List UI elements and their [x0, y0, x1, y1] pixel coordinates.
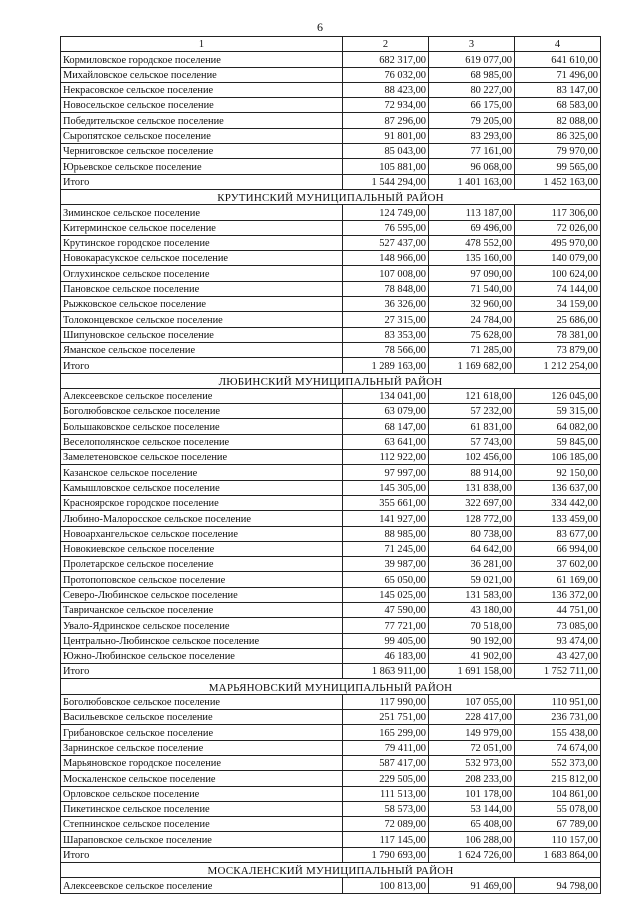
- amount-cell: 70 518,00: [429, 618, 515, 633]
- amount-cell: 552 373,00: [515, 755, 601, 770]
- amount-cell: 86 325,00: [515, 128, 601, 143]
- amount-cell: 113 187,00: [429, 205, 515, 220]
- amount-cell: 106 185,00: [515, 450, 601, 465]
- amount-cell: 587 417,00: [343, 755, 429, 770]
- amount-cell: 527 437,00: [343, 235, 429, 250]
- table-row: [61, 725, 601, 740]
- table-row: [61, 771, 601, 786]
- amount-cell: 91 801,00: [343, 128, 429, 143]
- table-row: [61, 251, 601, 266]
- amount-cell: 101 178,00: [429, 786, 515, 801]
- table-row: [61, 327, 601, 342]
- table-body: [61, 37, 601, 894]
- table-row: [61, 618, 601, 633]
- amount-cell: 47 590,00: [343, 602, 429, 617]
- amount-cell: 229 505,00: [343, 771, 429, 786]
- settlement-name: Боголюбовское сельское поселение: [61, 694, 343, 709]
- amount-cell: 68 583,00: [515, 98, 601, 113]
- amount-cell: 59 315,00: [515, 404, 601, 419]
- amount-cell: 63 079,00: [343, 404, 429, 419]
- district-heading: КРУТИНСКИЙ МУНИЦИПАЛЬНЫЙ РАЙОН: [61, 189, 601, 204]
- amount-cell: 131 838,00: [429, 480, 515, 495]
- amount-cell: 1 544 294,00: [343, 174, 429, 189]
- amount-cell: 91 469,00: [429, 878, 515, 893]
- settlement-name: Казанское сельское поселение: [61, 465, 343, 480]
- amount-cell: 34 159,00: [515, 297, 601, 312]
- total-row: [61, 664, 601, 679]
- amount-cell: 76 595,00: [343, 220, 429, 235]
- settlement-name: Увало-Ядринское сельское поселение: [61, 618, 343, 633]
- column-header: 4: [515, 37, 601, 52]
- table-row: [61, 511, 601, 526]
- amount-cell: 90 192,00: [429, 633, 515, 648]
- settlement-name: Рыжковское сельское поселение: [61, 297, 343, 312]
- amount-cell: 39 987,00: [343, 557, 429, 572]
- district-heading: МАРЬЯНОВСКИЙ МУНИЦИПАЛЬНЫЙ РАЙОН: [61, 679, 601, 694]
- settlement-name: Васильевское сельское поселение: [61, 710, 343, 725]
- settlement-name: Алексеевское сельское поселение: [61, 878, 343, 893]
- amount-cell: 110 157,00: [515, 832, 601, 847]
- settlement-name: Пикетинское сельское поселение: [61, 801, 343, 816]
- amount-cell: 88 423,00: [343, 82, 429, 97]
- amount-cell: 71 245,00: [343, 541, 429, 556]
- amount-cell: 96 068,00: [429, 159, 515, 174]
- amount-cell: 24 784,00: [429, 312, 515, 327]
- amount-cell: 322 697,00: [429, 495, 515, 510]
- district-heading: МОСКАЛЕНСКИЙ МУНИЦИПАЛЬНЫЙ РАЙОН: [61, 863, 601, 878]
- district-heading-row: [61, 373, 601, 388]
- amount-cell: 65 408,00: [429, 817, 515, 832]
- amount-cell: 107 008,00: [343, 266, 429, 281]
- amount-cell: 134 041,00: [343, 388, 429, 403]
- amount-cell: 83 677,00: [515, 526, 601, 541]
- amount-cell: 43 427,00: [515, 648, 601, 663]
- amount-cell: 75 628,00: [429, 327, 515, 342]
- amount-cell: 99 565,00: [515, 159, 601, 174]
- amount-cell: 71 285,00: [429, 342, 515, 357]
- table-row: [61, 801, 601, 816]
- amount-cell: 65 050,00: [343, 572, 429, 587]
- amount-cell: 57 232,00: [429, 404, 515, 419]
- amount-cell: 64 082,00: [515, 419, 601, 434]
- amount-cell: 1 790 693,00: [343, 847, 429, 862]
- amount-cell: 67 789,00: [515, 817, 601, 832]
- amount-cell: 112 922,00: [343, 450, 429, 465]
- amount-cell: 126 045,00: [515, 388, 601, 403]
- amount-cell: 208 233,00: [429, 771, 515, 786]
- table-row: [61, 602, 601, 617]
- settlement-name: Новоархангельское сельское поселение: [61, 526, 343, 541]
- table-row: [61, 266, 601, 281]
- settlement-name: Сыропятское сельское поселение: [61, 128, 343, 143]
- amount-cell: 149 979,00: [429, 725, 515, 740]
- page-number: 6: [317, 20, 323, 34]
- table-row: [61, 755, 601, 770]
- amount-cell: 94 798,00: [515, 878, 601, 893]
- table-row: [61, 450, 601, 465]
- amount-cell: 117 990,00: [343, 694, 429, 709]
- table-row: [61, 98, 601, 113]
- amount-cell: 135 160,00: [429, 251, 515, 266]
- table-row: [61, 205, 601, 220]
- amount-cell: 59 021,00: [429, 572, 515, 587]
- settlement-name: Пановское сельское поселение: [61, 281, 343, 296]
- settlement-name: Шипуновское сельское поселение: [61, 327, 343, 342]
- settlement-name: Новокиевское сельское поселение: [61, 541, 343, 556]
- total-row: [61, 847, 601, 862]
- amount-cell: 334 442,00: [515, 495, 601, 510]
- table-row: [61, 342, 601, 357]
- settlement-name: Кормиловское городское поселение: [61, 52, 343, 67]
- amount-cell: 73 879,00: [515, 342, 601, 357]
- amount-cell: 133 459,00: [515, 511, 601, 526]
- amount-cell: 117 145,00: [343, 832, 429, 847]
- amount-cell: 1 212 254,00: [515, 358, 601, 373]
- amount-cell: 46 183,00: [343, 648, 429, 663]
- settlement-name: Оглухинское сельское поселение: [61, 266, 343, 281]
- amount-cell: 131 583,00: [429, 587, 515, 602]
- table-row: [61, 480, 601, 495]
- amount-cell: 44 751,00: [515, 602, 601, 617]
- amount-cell: 97 997,00: [343, 465, 429, 480]
- table-row: [61, 113, 601, 128]
- amount-cell: 92 150,00: [515, 465, 601, 480]
- settlement-name: Большаковское сельское поселение: [61, 419, 343, 434]
- amount-cell: 128 772,00: [429, 511, 515, 526]
- amount-cell: 136 637,00: [515, 480, 601, 495]
- table-row: [61, 648, 601, 663]
- amount-cell: 1 169 682,00: [429, 358, 515, 373]
- budget-table: [60, 36, 601, 894]
- settlement-name: Красноярское городское поселение: [61, 495, 343, 510]
- amount-cell: 532 973,00: [429, 755, 515, 770]
- amount-cell: 110 951,00: [515, 694, 601, 709]
- amount-cell: 104 861,00: [515, 786, 601, 801]
- settlement-name: Итого: [61, 174, 343, 189]
- amount-cell: 64 642,00: [429, 541, 515, 556]
- amount-cell: 251 751,00: [343, 710, 429, 725]
- table-row: [61, 434, 601, 449]
- amount-cell: 83 293,00: [429, 128, 515, 143]
- settlement-name: Итого: [61, 847, 343, 862]
- settlement-name: Орловское сельское поселение: [61, 786, 343, 801]
- amount-cell: 100 813,00: [343, 878, 429, 893]
- amount-cell: 74 674,00: [515, 740, 601, 755]
- table-row: [61, 587, 601, 602]
- amount-cell: 55 078,00: [515, 801, 601, 816]
- settlement-name: Центрально-Любинское сельское поселение: [61, 633, 343, 648]
- amount-cell: 1 683 864,00: [515, 847, 601, 862]
- district-heading: ЛЮБИНСКИЙ МУНИЦИПАЛЬНЫЙ РАЙОН: [61, 373, 601, 388]
- total-row: [61, 358, 601, 373]
- amount-cell: 68 985,00: [429, 67, 515, 82]
- amount-cell: 107 055,00: [429, 694, 515, 709]
- settlement-name: Новосельское сельское поселение: [61, 98, 343, 113]
- table-row: [61, 817, 601, 832]
- total-row: [61, 174, 601, 189]
- settlement-name: Китерминское сельское поселение: [61, 220, 343, 235]
- amount-cell: 78 848,00: [343, 281, 429, 296]
- amount-cell: 1 401 163,00: [429, 174, 515, 189]
- settlement-name: Итого: [61, 664, 343, 679]
- settlement-name: Тавричанское сельское поселение: [61, 602, 343, 617]
- settlement-name: Зарнинское сельское поселение: [61, 740, 343, 755]
- amount-cell: 69 496,00: [429, 220, 515, 235]
- amount-cell: 77 161,00: [429, 144, 515, 159]
- amount-cell: 36 281,00: [429, 557, 515, 572]
- settlement-name: Пролетарское сельское поселение: [61, 557, 343, 572]
- amount-cell: 495 970,00: [515, 235, 601, 250]
- settlement-name: Алексеевское сельское поселение: [61, 388, 343, 403]
- table-row: [61, 572, 601, 587]
- amount-cell: 82 088,00: [515, 113, 601, 128]
- settlement-name: Протопоповское сельское поселение: [61, 572, 343, 587]
- settlement-name: Новокарасукское сельское поселение: [61, 251, 343, 266]
- table-row: [61, 878, 601, 893]
- amount-cell: 72 051,00: [429, 740, 515, 755]
- settlement-name: Зиминское сельское поселение: [61, 205, 343, 220]
- amount-cell: 145 305,00: [343, 480, 429, 495]
- amount-cell: 36 326,00: [343, 297, 429, 312]
- settlement-name: Некрасовское сельское поселение: [61, 82, 343, 97]
- amount-cell: 72 026,00: [515, 220, 601, 235]
- amount-cell: 59 845,00: [515, 434, 601, 449]
- table-row: [61, 312, 601, 327]
- amount-cell: 71 540,00: [429, 281, 515, 296]
- table-row: [61, 740, 601, 755]
- amount-cell: 74 144,00: [515, 281, 601, 296]
- amount-cell: 83 147,00: [515, 82, 601, 97]
- amount-cell: 111 513,00: [343, 786, 429, 801]
- amount-cell: 124 749,00: [343, 205, 429, 220]
- settlement-name: Михайловское сельское поселение: [61, 67, 343, 82]
- settlement-name: Яманское сельское поселение: [61, 342, 343, 357]
- column-header: 1: [61, 37, 343, 52]
- amount-cell: 37 602,00: [515, 557, 601, 572]
- table-row: [61, 832, 601, 847]
- table-row: [61, 633, 601, 648]
- settlement-name: Любино-Малоросское сельское поселение: [61, 511, 343, 526]
- settlement-name: Грибановское сельское поселение: [61, 725, 343, 740]
- amount-cell: 63 641,00: [343, 434, 429, 449]
- settlement-name: Крутинское городское поселение: [61, 235, 343, 250]
- amount-cell: 145 025,00: [343, 587, 429, 602]
- amount-cell: 148 966,00: [343, 251, 429, 266]
- amount-cell: 140 079,00: [515, 251, 601, 266]
- amount-cell: 99 405,00: [343, 633, 429, 648]
- amount-cell: 78 566,00: [343, 342, 429, 357]
- amount-cell: 88 914,00: [429, 465, 515, 480]
- settlement-name: Южно-Любинское сельское поселение: [61, 648, 343, 663]
- table-row: [61, 495, 601, 510]
- amount-cell: 88 985,00: [343, 526, 429, 541]
- table-row: [61, 235, 601, 250]
- amount-cell: 58 573,00: [343, 801, 429, 816]
- amount-cell: 72 089,00: [343, 817, 429, 832]
- amount-cell: 136 372,00: [515, 587, 601, 602]
- amount-cell: 619 077,00: [429, 52, 515, 67]
- amount-cell: 78 381,00: [515, 327, 601, 342]
- amount-cell: 61 169,00: [515, 572, 601, 587]
- amount-cell: 100 624,00: [515, 266, 601, 281]
- amount-cell: 102 456,00: [429, 450, 515, 465]
- amount-cell: 66 175,00: [429, 98, 515, 113]
- table-row: [61, 541, 601, 556]
- amount-cell: 106 288,00: [429, 832, 515, 847]
- column-header: 3: [429, 37, 515, 52]
- table-row: [61, 82, 601, 97]
- table-row: [61, 388, 601, 403]
- settlement-name: Толоконцевское сельское поселение: [61, 312, 343, 327]
- table-row: [61, 786, 601, 801]
- amount-cell: 83 353,00: [343, 327, 429, 342]
- amount-cell: 66 994,00: [515, 541, 601, 556]
- amount-cell: 228 417,00: [429, 710, 515, 725]
- amount-cell: 73 085,00: [515, 618, 601, 633]
- settlement-name: Юрьевское сельское поселение: [61, 159, 343, 174]
- amount-cell: 77 721,00: [343, 618, 429, 633]
- table-row: [61, 220, 601, 235]
- amount-cell: 105 881,00: [343, 159, 429, 174]
- settlement-name: Камышловское сельское поселение: [61, 480, 343, 495]
- amount-cell: 1 752 711,00: [515, 664, 601, 679]
- table-row: [61, 144, 601, 159]
- settlement-name: Москаленское сельское поселение: [61, 771, 343, 786]
- table-row: [61, 465, 601, 480]
- settlement-name: Степнинское сельское поселение: [61, 817, 343, 832]
- amount-cell: 1 624 726,00: [429, 847, 515, 862]
- amount-cell: 43 180,00: [429, 602, 515, 617]
- settlement-name: Шараповское сельское поселение: [61, 832, 343, 847]
- table-row: [61, 128, 601, 143]
- table-row: [61, 281, 601, 296]
- settlement-name: Боголюбовское сельское поселение: [61, 404, 343, 419]
- amount-cell: 27 315,00: [343, 312, 429, 327]
- amount-cell: 61 831,00: [429, 419, 515, 434]
- amount-cell: 1 452 163,00: [515, 174, 601, 189]
- table-row: [61, 557, 601, 572]
- amount-cell: 68 147,00: [343, 419, 429, 434]
- amount-cell: 76 032,00: [343, 67, 429, 82]
- district-heading-row: [61, 679, 601, 694]
- amount-cell: 1 289 163,00: [343, 358, 429, 373]
- settlement-name: Замелетеновское сельское поселение: [61, 450, 343, 465]
- settlement-name: Черниговское сельское поселение: [61, 144, 343, 159]
- settlement-name: Веселополянское сельское поселение: [61, 434, 343, 449]
- amount-cell: 71 496,00: [515, 67, 601, 82]
- amount-cell: 155 438,00: [515, 725, 601, 740]
- settlement-name: Итого: [61, 358, 343, 373]
- amount-cell: 41 902,00: [429, 648, 515, 663]
- table-row: [61, 710, 601, 725]
- amount-cell: 80 227,00: [429, 82, 515, 97]
- amount-cell: 478 552,00: [429, 235, 515, 250]
- amount-cell: 641 610,00: [515, 52, 601, 67]
- amount-cell: 32 960,00: [429, 297, 515, 312]
- amount-cell: 93 474,00: [515, 633, 601, 648]
- amount-cell: 85 043,00: [343, 144, 429, 159]
- column-header: 2: [343, 37, 429, 52]
- table-row: [61, 526, 601, 541]
- table-row: [61, 159, 601, 174]
- amount-cell: 236 731,00: [515, 710, 601, 725]
- amount-cell: 165 299,00: [343, 725, 429, 740]
- amount-cell: 682 317,00: [343, 52, 429, 67]
- settlement-name: Северо-Любинское сельское поселение: [61, 587, 343, 602]
- amount-cell: 97 090,00: [429, 266, 515, 281]
- table-row: [61, 52, 601, 67]
- amount-cell: 80 738,00: [429, 526, 515, 541]
- table-row: [61, 404, 601, 419]
- amount-cell: 57 743,00: [429, 434, 515, 449]
- settlement-name: Победительское сельское поселение: [61, 113, 343, 128]
- amount-cell: 79 970,00: [515, 144, 601, 159]
- district-heading-row: [61, 189, 601, 204]
- amount-cell: 121 618,00: [429, 388, 515, 403]
- settlement-name: Марьяновское городское поселение: [61, 755, 343, 770]
- amount-cell: 215 812,00: [515, 771, 601, 786]
- table-header-row: [61, 37, 601, 52]
- amount-cell: 79 411,00: [343, 740, 429, 755]
- table-row: [61, 297, 601, 312]
- amount-cell: 79 205,00: [429, 113, 515, 128]
- table-row: [61, 694, 601, 709]
- amount-cell: 1 863 911,00: [343, 664, 429, 679]
- amount-cell: 355 661,00: [343, 495, 429, 510]
- amount-cell: 1 691 158,00: [429, 664, 515, 679]
- table-row: [61, 419, 601, 434]
- amount-cell: 141 927,00: [343, 511, 429, 526]
- table-row: [61, 67, 601, 82]
- amount-cell: 53 144,00: [429, 801, 515, 816]
- district-heading-row: [61, 863, 601, 878]
- amount-cell: 72 934,00: [343, 98, 429, 113]
- amount-cell: 87 296,00: [343, 113, 429, 128]
- amount-cell: 117 306,00: [515, 205, 601, 220]
- amount-cell: 25 686,00: [515, 312, 601, 327]
